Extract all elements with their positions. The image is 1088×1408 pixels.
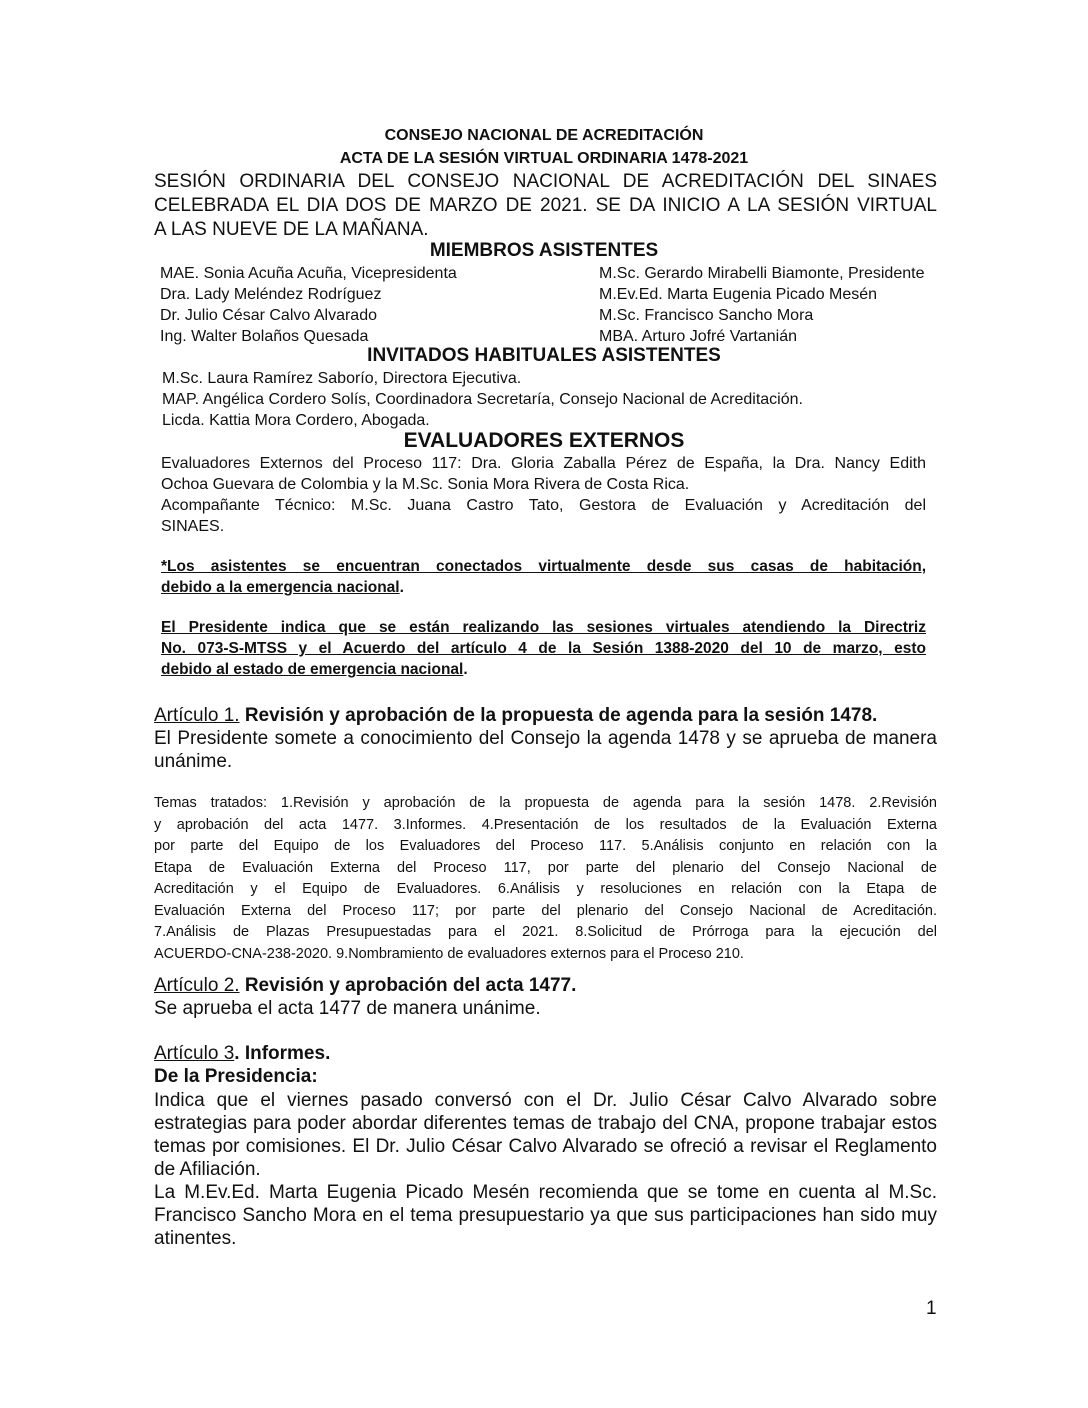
topics-line: Temas tratados: 1.Revisión y aprobación de la propuesta de agenda para la sesión 1478. 2.Revisión: [154, 795, 937, 811]
evaluators-line-2: Ochoa Guevara de Colombia y la M.Sc. Sonia Mora Rivera de Costa Rica.: [161, 476, 690, 493]
evaluators-heading: EVALUADORES EXTERNOS: [403, 429, 685, 452]
topics-line: ACUERDO-CNA-238-2020. 9.Nombramiento de evaluadores externos para el Proceso 210.: [154, 945, 744, 962]
member-name: MAE. Sonia Acuña Acuña, Vicepresidenta: [160, 265, 457, 282]
note-directive-line-3: [161, 661, 468, 679]
members-left-column: [160, 263, 457, 347]
note-virtual-line-2: [161, 579, 404, 597]
article3-subheading: De la Presidencia:: [154, 1066, 318, 1087]
article2-heading: [154, 975, 576, 997]
guest-line: M.Sc. Laura Ramírez Saborío, Directora Ejecutiva.: [162, 370, 522, 387]
note-virtual-text: debido a la emergencia nacional: [161, 579, 400, 596]
note-virtual-period: .: [399, 579, 404, 596]
article3-label: Artículo 3: [154, 1043, 235, 1064]
note-virtual-line-1: *Los asistentes se encuentran conectados virtualmente desde sus casas de habitación,: [161, 558, 926, 575]
article1-title: Revisión y aprobación de la propuesta de agenda para la sesión 1478.: [239, 705, 878, 726]
member-name: Dr. Julio César Calvo Alvarado: [160, 307, 377, 324]
intro-line-2: CELEBRADA EL DIA DOS DE MARZO DE 2021. SE DA INICIO A LA SESIÓN VIRTUAL: [154, 195, 937, 216]
member-name: M.Ev.Ed. Marta Eugenia Picado Mesén: [599, 286, 878, 303]
note-directive-line-1: El Presidente indica que se están realizando las sesiones virtuales atendiendo la Directriz: [161, 619, 926, 636]
guests-heading: INVITADOS HABITUALES ASISTENTES: [367, 345, 721, 366]
member-name: M.Sc. Gerardo Mirabelli Biamonte, Presidente: [599, 265, 925, 282]
article1-line-2: unánime.: [154, 751, 233, 772]
article1-heading: [154, 705, 877, 727]
members-right-column: [599, 263, 924, 347]
article3-line: Indica que el viernes pasado conversó con el Dr. Julio César Calvo Alvarado sobre: [154, 1090, 937, 1111]
article3-heading: [154, 1043, 330, 1065]
evaluators-line-3: Acompañante Técnico: M.Sc. Juana Castro Tato, Gestora de Evaluación y Acreditación del: [161, 497, 926, 514]
article3-line: estrategias para poder abordar diferentes temas de trabajo del CNA, propone trabajar estos: [154, 1113, 937, 1134]
document-title: CONSEJO NACIONAL DE ACREDITACIÓN: [384, 127, 704, 144]
member-name: MBA. Arturo Jofré Vartanián: [599, 328, 798, 345]
article3-line: de Afiliación.: [154, 1159, 261, 1180]
article3-title: . Informes.: [234, 1043, 331, 1064]
article2-title: Revisión y aprobación del acta 1477.: [239, 975, 577, 996]
article1-line-1: El Presidente somete a conocimiento del Consejo la agenda 1478 y se aprueba de manera: [154, 728, 937, 749]
page-number: 1: [926, 1298, 937, 1319]
member-name: Dra. Lady Meléndez Rodríguez: [160, 286, 382, 303]
guest-line: Licda. Kattia Mora Cordero, Abogada.: [162, 412, 430, 429]
topics-line: 7.Análisis de Plazas Presupuestadas para el 2021. 8.Solicitud de Prórroga para la ejecución del: [154, 924, 937, 940]
article3-line: temas por comisiones. El Dr. Julio César Calvo Alvarado se ofreció a revisar el Reglamento: [154, 1136, 937, 1157]
article3-line: atinentes.: [154, 1228, 237, 1249]
member-name: Ing. Walter Bolaños Quesada: [160, 328, 369, 345]
article2-line: Se aprueba el acta 1477 de manera unánime.: [154, 998, 541, 1019]
article3-line: La M.Ev.Ed. Marta Eugenia Picado Mesén recomienda que se tome en cuenta al M.Sc.: [154, 1182, 937, 1203]
topics-line: Evaluación Externa del Proceso 117; por parte del plenario del Consejo Nacional de Acreditación.: [154, 902, 937, 919]
guest-line: MAP. Angélica Cordero Solís, Coordinadora Secretaría, Consejo Nacional de Acreditación.: [162, 391, 803, 408]
topics-line: por parte del Equipo de los Evaluadores del Proceso 117. 5.Análisis conjunto en relación con la: [154, 838, 937, 854]
topics-line: Acreditación y el Equipo de Evaluadores. 6.Análisis y resoluciones en relación con la Etapa de: [154, 881, 937, 897]
note-directive-line-2: No. 073-S-MTSS y el Acuerdo del artículo 4 de la Sesión 1388-2020 del 10 de marzo, esto: [161, 640, 926, 657]
evaluators-line-4: SINAES.: [161, 518, 225, 535]
article3-body: [154, 1089, 937, 1250]
intro-line-1: SESIÓN ORDINARIA DEL CONSEJO NACIONAL DE ACREDITACIÓN DEL SINAES: [154, 171, 937, 192]
guests-list: [162, 368, 803, 431]
topics-line: y aprobación del acta 1477. 3.Informes. 4.Presentación de los resultados de la Evaluación Externa: [154, 816, 937, 833]
article3-line: Francisco Sancho Mora en el tema presupuestario ya que sus participaciones han sido muy: [154, 1205, 937, 1226]
intro-line-3: A LAS NUEVE DE LA MAÑANA.: [154, 219, 429, 240]
article1-label: Artículo 1.: [154, 705, 240, 726]
article2-label: Artículo 2.: [154, 975, 240, 996]
session-title: ACTA DE LA SESIÓN VIRTUAL ORDINARIA 1478-2021: [339, 150, 749, 167]
member-name: M.Sc. Francisco Sancho Mora: [599, 307, 814, 324]
evaluators-line-1: Evaluadores Externos del Proceso 117: Dra. Gloria Zaballa Pérez de España, la Dra. Nancy Edith: [161, 455, 926, 472]
article1-topics: [154, 793, 937, 965]
topics-line: Etapa de Evaluación Externa del Proceso 117, por parte del plenario del Consejo Nacional de: [154, 859, 937, 876]
note-directive-text: debido al estado de emergencia nacional: [161, 661, 464, 678]
members-heading: MIEMBROS ASISTENTES: [429, 240, 659, 261]
note-directive-period: .: [463, 661, 468, 678]
